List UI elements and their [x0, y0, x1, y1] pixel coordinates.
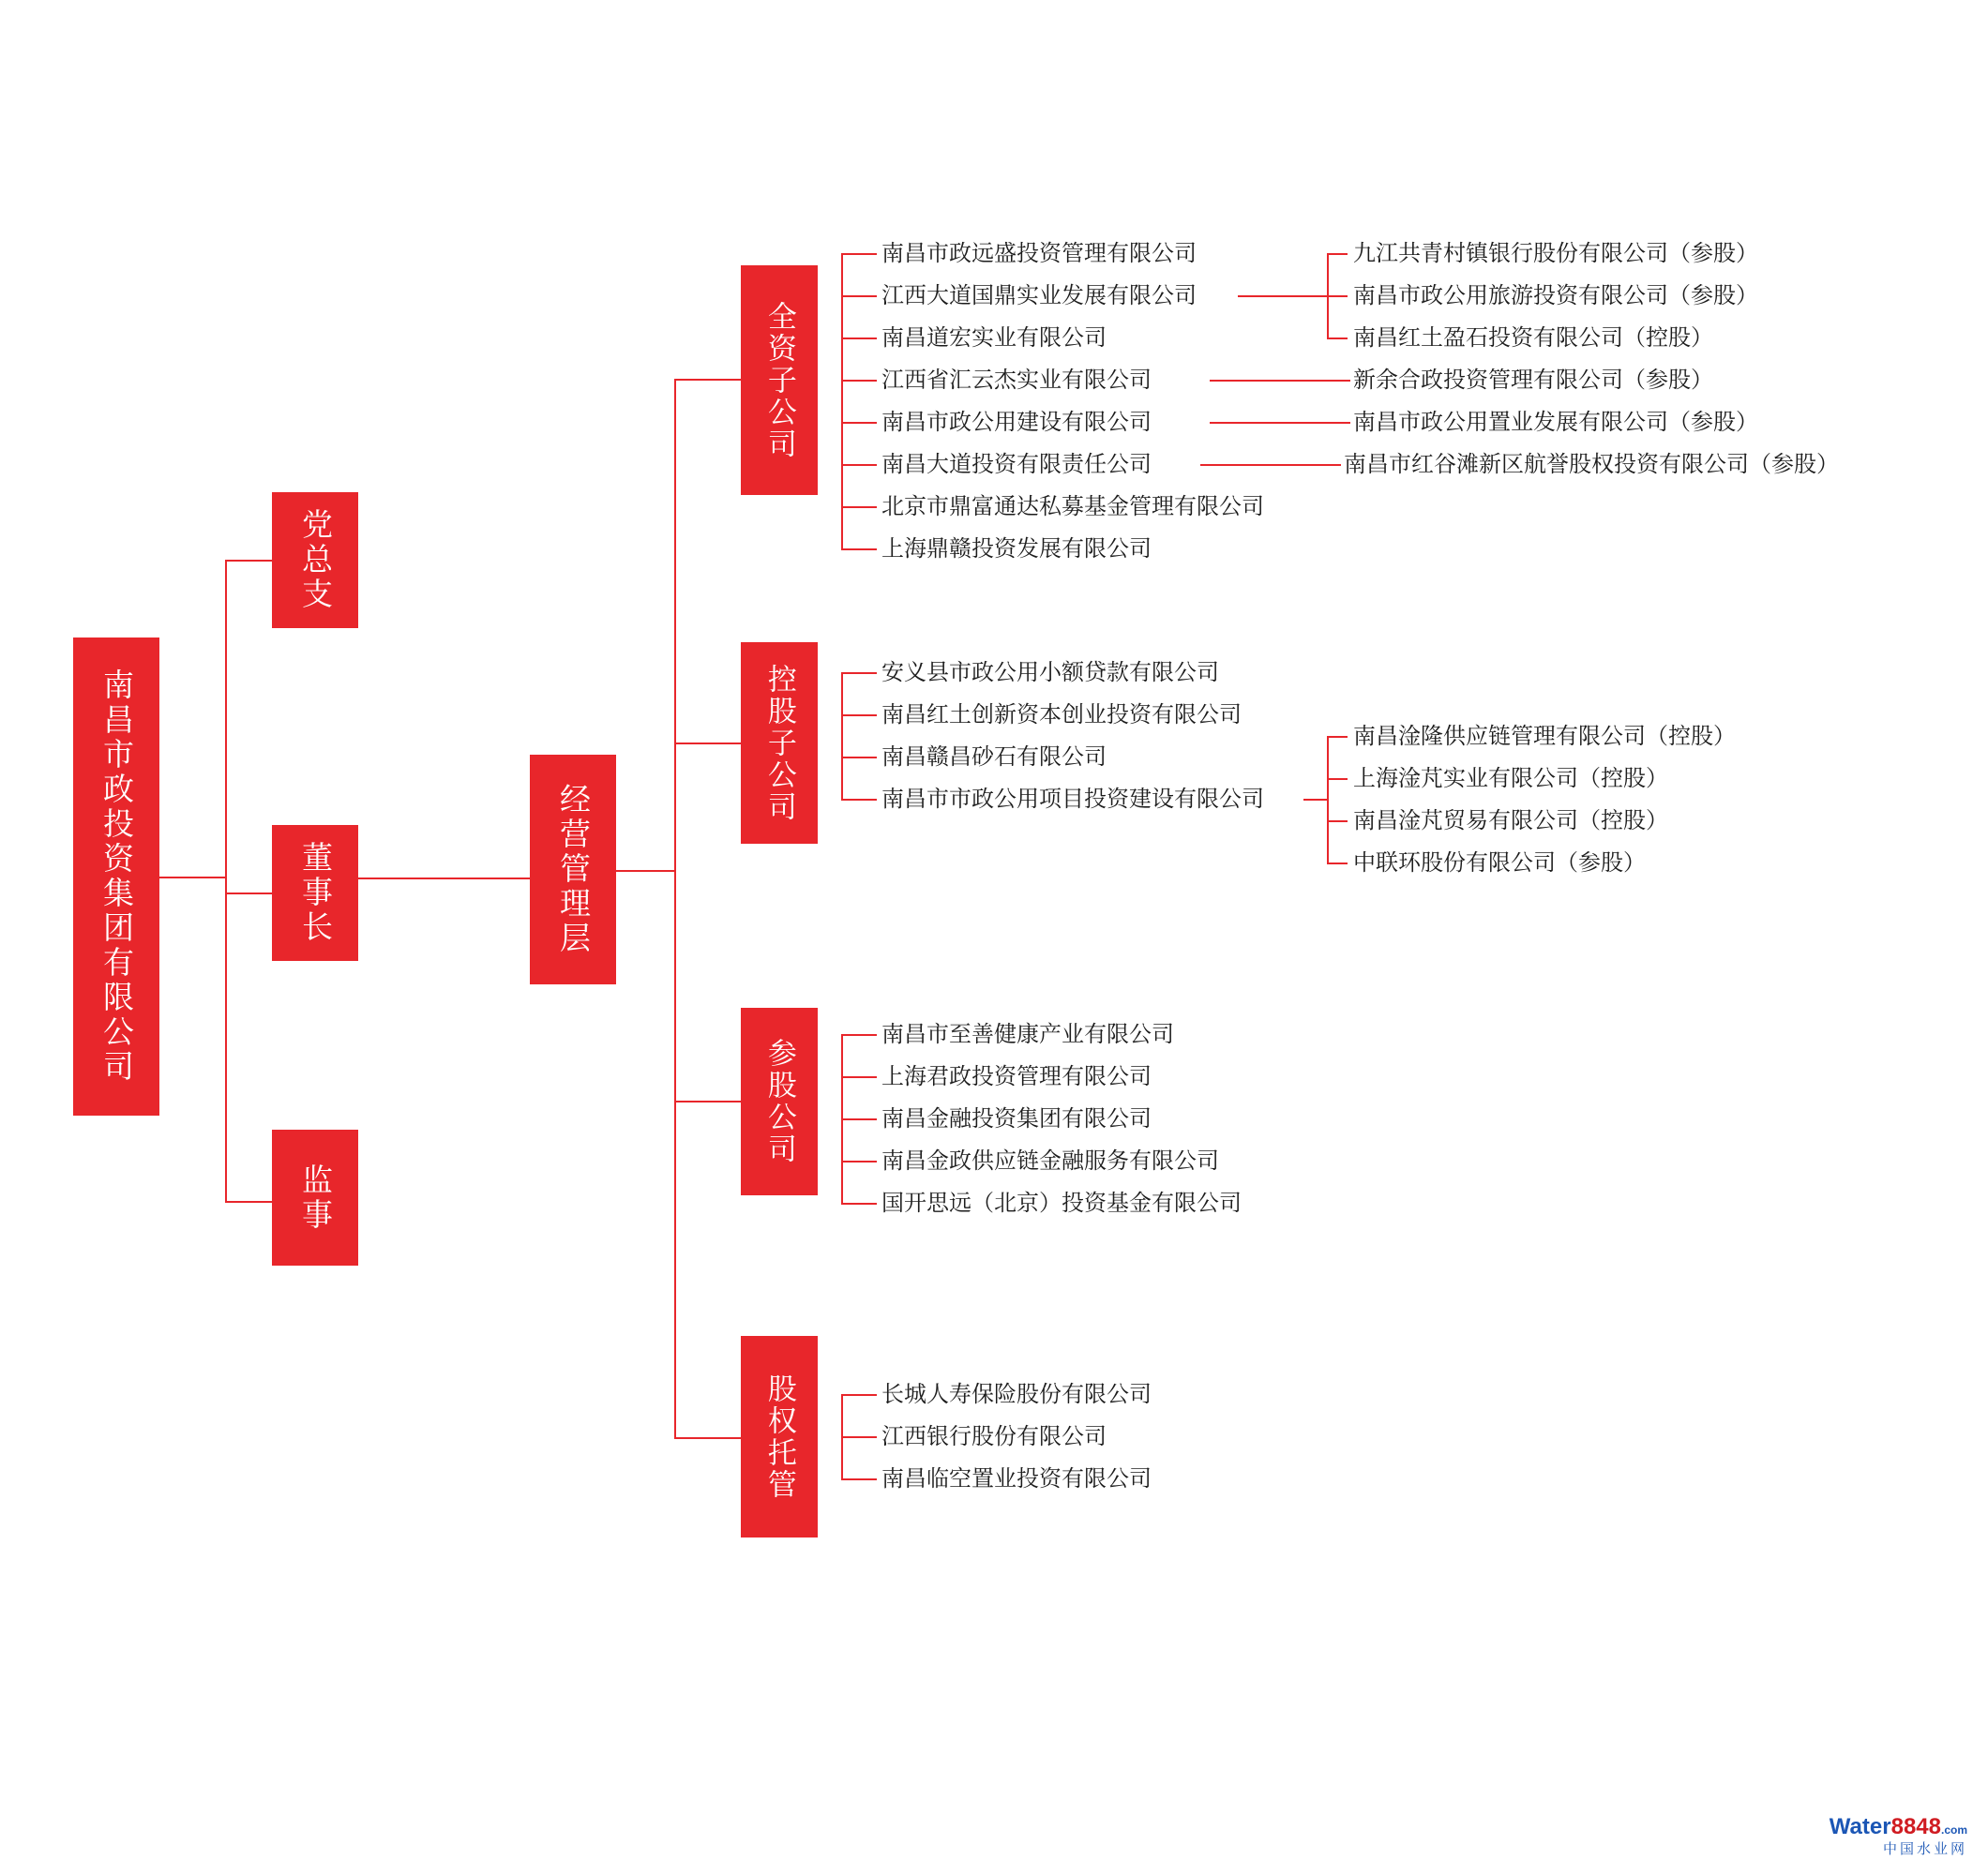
- connector-cat2-item-3: [841, 1161, 877, 1162]
- connector-category-1: [674, 742, 741, 744]
- watermark-brand-suffix: .com: [1940, 1823, 1967, 1838]
- node-party-branch-label: 党总支: [297, 508, 333, 612]
- node-supervisor: [272, 1130, 358, 1266]
- leaf-item: 江西省汇云杰实业有限公司: [881, 368, 1152, 393]
- watermark: [1830, 1814, 1967, 1858]
- connector-supervisor-branch: [225, 1201, 272, 1203]
- connector-cat1-item3-sub-1: [1327, 778, 1348, 780]
- leaf-item: 长城人寿保险股份有限公司: [881, 1382, 1152, 1407]
- connector-cat1-item3-sub-trunk: [1327, 736, 1329, 862]
- node-category-participating-label: 参股公司: [762, 1038, 796, 1165]
- connector-cat0-item-3: [841, 380, 877, 382]
- watermark-brand: [1830, 1814, 1967, 1841]
- connector-category-0: [674, 379, 741, 381]
- connector-cat2-item-1: [841, 1076, 877, 1078]
- leaf-item: 南昌金融投资集团有限公司: [881, 1106, 1152, 1132]
- connector-cat1-item3-sub-3: [1327, 862, 1348, 864]
- node-category-holding: [741, 642, 818, 844]
- connector-cat3-item-2: [841, 1478, 877, 1480]
- connector-cat0-item5-to-sub: [1200, 464, 1341, 466]
- leaf-item: 南昌市政远盛投资管理有限公司: [881, 241, 1197, 266]
- node-chairman: [272, 825, 358, 961]
- connector-chair-branch: [225, 892, 272, 894]
- leaf-subitem: 南昌淦芃贸易有限公司（控股）: [1353, 808, 1668, 833]
- node-management-layer-label: 经营管理层: [555, 783, 591, 956]
- connector-cat2-item-4: [841, 1203, 877, 1205]
- connector-cat0-item1-sub-0: [1327, 253, 1348, 255]
- node-category-holding-label: 控股子公司: [762, 663, 796, 823]
- leaf-item: 南昌红土创新资本创业投资有限公司: [881, 702, 1242, 728]
- node-party-branch: [272, 492, 358, 628]
- connector-cat0-item1-sub-1: [1327, 295, 1348, 297]
- leaf-subitem: 南昌市红谷滩新区航誉股权投资有限公司（参股）: [1344, 452, 1839, 477]
- connector-cat2-item-2: [841, 1118, 877, 1120]
- connector-cat0-item-2: [841, 338, 877, 339]
- leaf-item: 南昌市市政公用项目投资建设有限公司: [881, 787, 1264, 812]
- connector-root-out: [159, 877, 225, 878]
- root-node-label: 南昌市政投资集团有限公司: [98, 668, 134, 1085]
- leaf-item: 南昌金政供应链金融服务有限公司: [881, 1148, 1219, 1174]
- node-supervisor-label: 监事: [297, 1162, 333, 1233]
- leaf-item: 南昌大道投资有限责任公司: [881, 452, 1152, 477]
- leaf-item: 南昌赣昌砂石有限公司: [881, 744, 1107, 770]
- leaf-item: 南昌市政公用建设有限公司: [881, 410, 1152, 435]
- leaf-subitem: 上海淦芃实业有限公司（控股）: [1353, 766, 1668, 791]
- connector-cat0-item-6: [841, 506, 877, 508]
- connector-cat0-item-7: [841, 548, 877, 550]
- leaf-subitem: 中联环股份有限公司（参股）: [1353, 850, 1646, 876]
- connector-cat0-item-0: [841, 253, 877, 255]
- connector-cat1-item-2: [841, 757, 877, 758]
- node-chairman-label: 董事长: [297, 841, 333, 945]
- watermark-subtitle: 中国水业网: [1882, 1841, 1967, 1857]
- connector-cat1-item-0: [841, 672, 877, 674]
- connector-cat1-item3-sub-2: [1327, 820, 1348, 822]
- connector-cat0-item-1: [841, 295, 877, 297]
- leaf-item: 江西银行股份有限公司: [881, 1424, 1107, 1449]
- leaf-item: 安义县市政公用小额贷款有限公司: [881, 660, 1219, 685]
- leaf-item: 北京市鼎富通达私募基金管理有限公司: [881, 494, 1264, 519]
- connector-category-2: [674, 1101, 741, 1102]
- connector-cat1-item-1: [841, 714, 877, 716]
- leaf-item: 上海鼎赣投资发展有限公司: [881, 536, 1152, 562]
- connector-cat0-item4-to-sub: [1210, 422, 1350, 424]
- connector-governance-trunk: [225, 560, 227, 1201]
- connector-category-trunk: [674, 379, 676, 1437]
- leaf-subitem: 南昌市政公用置业发展有限公司（参股）: [1353, 410, 1758, 435]
- connector-management-out: [616, 870, 674, 872]
- connector-cat0-item-5: [841, 464, 877, 466]
- node-category-equity-trust-label: 股权托管: [762, 1372, 796, 1501]
- leaf-subitem: 南昌市政公用旅游投资有限公司（参股）: [1353, 283, 1758, 308]
- connector-cat1-trunk: [841, 672, 843, 799]
- leaf-subitem: 九江共青村镇银行股份有限公司（参股）: [1353, 241, 1758, 266]
- root-node-company: [73, 638, 159, 1116]
- connector-cat1-item3-sub-0: [1327, 736, 1348, 738]
- connector-cat0-item1-sub-2: [1327, 338, 1348, 339]
- leaf-item: 南昌道宏实业有限公司: [881, 325, 1107, 351]
- connector-cat1-item-3: [841, 799, 877, 801]
- connector-cat0-item3-to-sub: [1210, 380, 1350, 382]
- connector-chair-to-management: [358, 878, 530, 879]
- leaf-item: 上海君政投资管理有限公司: [881, 1064, 1152, 1089]
- node-category-wholly-owned: [741, 265, 818, 495]
- leaf-item: 南昌临空置业投资有限公司: [881, 1466, 1152, 1492]
- watermark-brand-main: Water: [1829, 1814, 1891, 1840]
- watermark-brand-accent: 8848: [1890, 1814, 1941, 1840]
- connector-cat3-item-1: [841, 1436, 877, 1438]
- leaf-item: 国开思远（北京）投资基金有限公司: [881, 1191, 1242, 1216]
- node-category-participating: [741, 1008, 818, 1195]
- leaf-item: 江西大道国鼎实业发展有限公司: [881, 283, 1197, 308]
- node-management-layer: [530, 755, 616, 984]
- leaf-subitem: 新余合政投资管理有限公司（参股）: [1353, 368, 1713, 393]
- connector-cat3-item-0: [841, 1394, 877, 1396]
- node-category-equity-trust: [741, 1336, 818, 1538]
- connector-cat0-item-4: [841, 422, 877, 424]
- connector-category-3: [674, 1437, 741, 1439]
- node-category-wholly-owned-label: 全资子公司: [762, 300, 796, 460]
- connector-cat1-item3-to-sub: [1303, 799, 1327, 801]
- leaf-item: 南昌市至善健康产业有限公司: [881, 1022, 1174, 1047]
- connector-cat0-trunk: [841, 253, 843, 548]
- leaf-subitem: 南昌淦隆供应链管理有限公司（控股）: [1353, 724, 1736, 749]
- connector-cat0-item1-to-sub: [1238, 295, 1327, 297]
- leaf-subitem: 南昌红土盈石投资有限公司（控股）: [1353, 325, 1713, 351]
- connector-cat2-item-0: [841, 1034, 877, 1036]
- connector-party-branch: [225, 560, 272, 562]
